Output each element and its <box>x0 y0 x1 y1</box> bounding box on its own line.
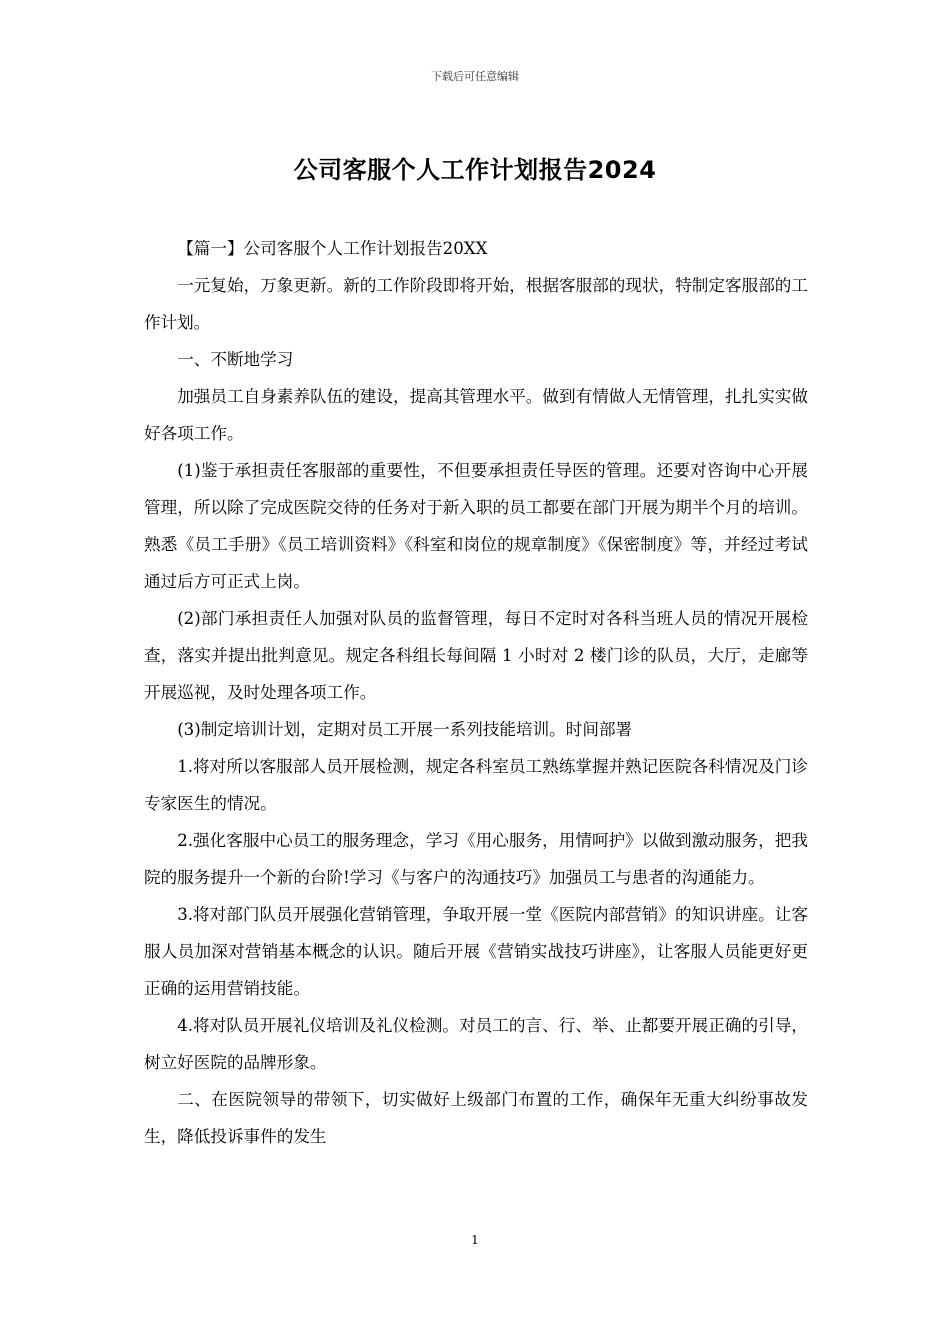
list-item: 1.将对所以客服部人员开展检测，规定各科室员工熟练掌握并熟记医院各科情况及门诊专家医生的情况。 <box>144 757 808 813</box>
paragraph: (2)部门承担责任人加强对队员的监督管理，每日不定时对各科当班人员的情况开展检查，落实并提出批判意见。规定各科组长每间隔 1 小时对 2 楼门诊的队员，大厅，走廊等开展巡视，及时处理各项工作。 <box>144 609 808 702</box>
header-note: 下载后可任意编辑 <box>431 70 519 83</box>
paragraph: (1)鉴于承担责任客服部的重要性，不但要承担责任导医的管理。还要对咨询中心开展管理，所以除了完成医院交待的任务对于新入职的员工都要在部门开展为期半个月的培训。熟悉《员工手册》《员工培训资料》《科室和岗位的规章制度》《保密制度》等，并经过考试通过后方可正式上岗。 <box>144 461 808 591</box>
document-body <box>144 230 808 1155</box>
subsection-heading: 一、不断地学习 <box>177 350 294 369</box>
section-heading: 【篇一】公司客服个人工作计划报告20XX <box>177 239 488 258</box>
list-item: 3.将对部门队员开展强化营销管理，争取开展一堂《医院内部营销》的知识讲座。让客服人员加深对营销基本概念的认识。随后开展《营销实战技巧讲座》，让客服人员能更好更正确的运用营销技能。 <box>144 905 808 998</box>
subsection-heading: 二、在医院领导的带领下，切实做好上级部门布置的工作，确保年无重大纠纷事故发生，降低投诉事件的发生 <box>144 1090 808 1146</box>
paragraph: (3)制定培训计划，定期对员工开展一系列技能培训。时间部署 <box>177 720 633 739</box>
list-item: 4.将对队员开展礼仪培训及礼仪检测。对员工的言、行、举、止都要开展正确的引导，树立好医院的品牌形象。 <box>144 1016 808 1072</box>
paragraph: 加强员工自身素养队伍的建设，提高其管理水平。做到有情做人无情管理，扎扎实实做好各项工作。 <box>144 387 808 443</box>
paragraph: 一元复始，万象更新。新的工作阶段即将开始，根据客服部的现状，特制定客服部的工作计划。 <box>144 276 808 332</box>
document-title: 公司客服个人工作计划报告2024 <box>293 156 657 184</box>
page-number: 1 <box>471 1233 479 1247</box>
list-item: 2.强化客服中心员工的服务理念，学习《用心服务，用情呵护》以做到激动服务，把我院的服务提升一个新的台阶!学习《与客户的沟通技巧》加强员工与患者的沟通能力。 <box>144 831 808 887</box>
